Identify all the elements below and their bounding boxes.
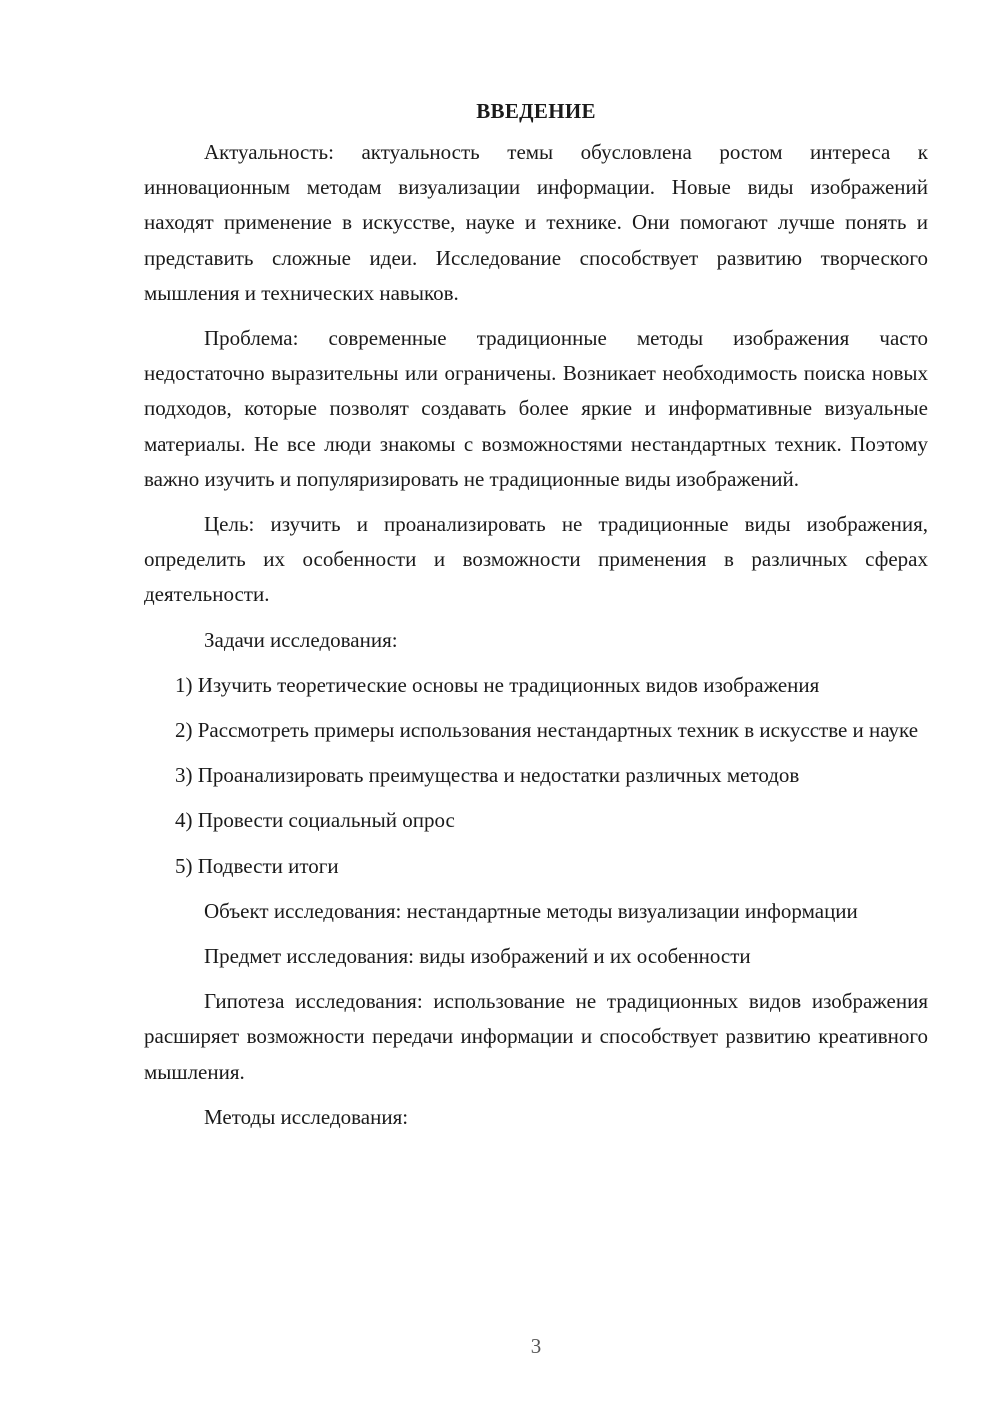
- task-item-1: 1) Изучить теоретические основы не традиционных видов изображения: [175, 672, 820, 697]
- task-item-3: 3) Проанализировать преимущества и недостатки различных методов: [175, 763, 800, 788]
- page-number: 3: [530, 1334, 542, 1358]
- relevance-paragraph: Актуальность: актуальность темы обусловлена ростом интереса к инновационным методам визуализации информации. Новые виды изображений находят применение в искусстве, науке и технике. Они помогают лучше понять и представить сложные идеи. Исследование способствует развитию творческого мышления и технических навыков.: [144, 140, 928, 305]
- task-item-5: 5) Подвести итоги: [175, 853, 339, 878]
- methods-heading: Методы исследования:: [204, 1104, 409, 1129]
- task-item-2: 2) Рассмотреть примеры использования нестандартных техник в искусстве и науке: [175, 718, 919, 743]
- subject-paragraph: Предмет исследования: виды изображений и их особенности: [204, 944, 751, 969]
- goal-paragraph: Цель: изучить и проанализировать не традиционные виды изображения, определить их особенности и возможности применения в различных сферах деятельности.: [144, 512, 928, 607]
- object-paragraph: Объект исследования: нестандартные методы визуализации информации: [204, 898, 858, 923]
- problem-paragraph: Проблема: современные традиционные методы изображения часто недостаточно выразительны или ограничены. Возникает необходимость поиска новых подходов, которые позволят создавать более яркие и информативные визуальные материалы. Не все люди знакомы с возможностями нестандартных техник. Поэтому важно изучить и популяризировать не традиционные виды изображений.: [144, 326, 928, 491]
- hypothesis-paragraph: Гипотеза исследования: использование не традиционных видов изображения расширяет возможности передачи информации и способствует развитию креативного мышления.: [144, 989, 928, 1084]
- task-item-4: 4) Провести социальный опрос: [175, 808, 455, 833]
- document-page: [144, 96, 928, 1145]
- tasks-heading: Задачи исследования:: [204, 627, 398, 652]
- page-title: ВВЕДЕНИЕ: [476, 99, 596, 123]
